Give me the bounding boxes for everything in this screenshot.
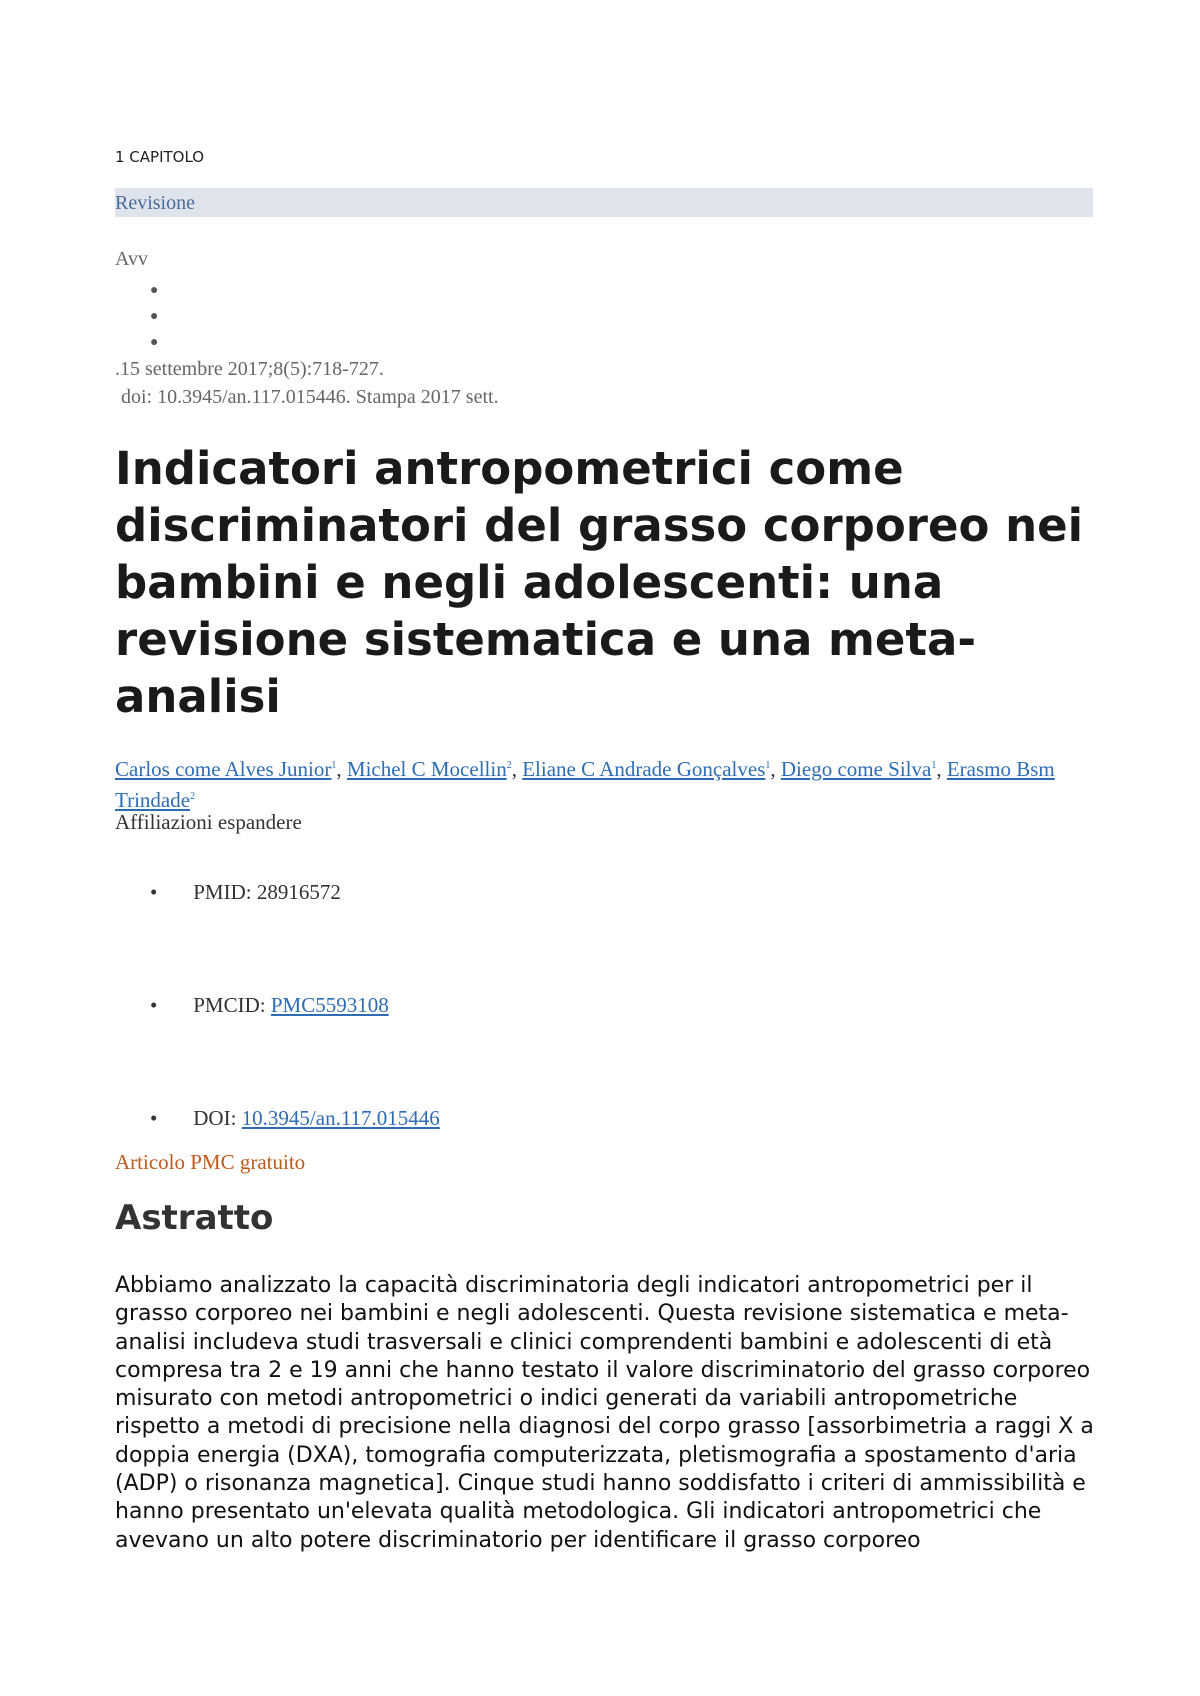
author-list: Carlos come Alves Junior$^1$, Michel C Mocellin$^2$, Eliane C Andrade Gonçalves$^1$, Diego come Silva$^1$, Erasmo Bsm Trindade$^2$ [115,757,1055,812]
author-link[interactable]: Michel C Mocellin [346,757,507,781]
bullet-dot-icon: ● [150,335,159,350]
author-affiliation-sup[interactable]: 1 [765,760,771,771]
revision-bar [115,188,1093,217]
bullet-dot-icon: • [150,1106,158,1130]
doi-link[interactable]: 10.3945/an.117.015446 [241,1106,440,1130]
doi-item [150,1106,440,1131]
author-link[interactable]: Eliane C Andrade Gonçalves [522,757,766,781]
author-affiliation-sup[interactable]: 1 [931,760,937,771]
pmid-label: PMID: [193,880,252,904]
pmid-value: 28916572 [256,880,341,904]
bullet-dot-icon: • [150,993,158,1017]
affiliations-expand[interactable]: Affiliazioni espandere [115,810,302,834]
bullet-dot-icon: ● [150,309,159,324]
author-link[interactable]: Diego come Silva [780,757,932,781]
revision-label: Revisione [115,192,195,214]
pmcid-label: PMCID: [193,993,266,1017]
pmid-item [150,880,341,905]
author-affiliation-sup[interactable]: 1 [331,760,337,771]
citation-line: .15 settembre 2017;8(5):718-727. [115,358,384,380]
chapter-label: 1 CAPITOLO [115,148,205,166]
pmcid-item [150,993,389,1018]
author-affiliation-sup[interactable]: 2 [190,791,196,802]
empty-bullet-list [150,278,158,356]
abstract-text: Abbiamo analizzato la capacità discriminatoria degli indicatori antropometrici per il grasso corporeo nei bambini e negli adolescenti. Questa revisione sistematica e meta-analisi includeva studi trasversali e clinici comprendenti bambini e adolescenti di età compresa tra 2 e 19 anni che hanno testato il valore discriminatorio del grasso corporeo misurato con metodi antropometrici o indici generati da variabili antropometriche rispetto a metodi di precisione nella diagnosi del corpo grasso [assorbimetria a raggi X a doppia energia (DXA), tomografia computerizzata, pletismografia a spostamento d'aria (ADP) o risonanza magnetica]. Cinque studi hanno soddisfatto i criteri di ammissibilità e hanno presentato un'elevata qualità metodologica. Gli indicatori antropometrici che avevano un alto potere discriminatorio per identificare il grasso corporeo [115,1273,1094,1553]
abstract-heading: Astratto [115,1198,274,1238]
author-affiliation-sup[interactable]: 2 [506,760,512,771]
bullet-dot-icon: • [150,880,158,904]
bullet-dot-icon: ● [150,283,159,298]
avv-label: Avv [115,248,148,270]
doi-label: DOI: [193,1106,237,1130]
free-article-label: Articolo PMC gratuito [115,1150,306,1174]
pmcid-link[interactable]: PMC5593108 [270,993,389,1017]
article-title: Indicatori antropometrici come discriminatori del grasso corporeo nei bambini e negli adolescenti: una revisione sistematica e una meta-analisi [115,442,1084,723]
author-link[interactable]: Erasmo Bsm Trindade [115,757,1055,812]
doi-print-line: doi: 10.3945/an.117.015446. Stampa 2017 sett. [121,386,499,408]
author-link[interactable]: Carlos come Alves Junior [115,757,332,781]
